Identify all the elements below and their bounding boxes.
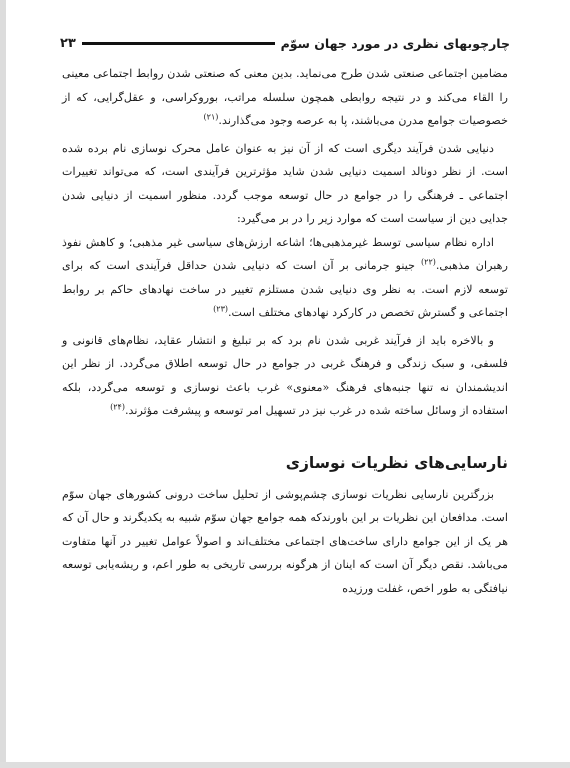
footnote-marker-21: (۲۱) [203, 112, 219, 122]
footnote-marker-24: (۲۴) [110, 402, 125, 412]
running-header [60, 32, 510, 54]
paragraph-3-text-before: اداره نظام سیاسی توسط غیرمذهبی‌ها؛ اشاعه ارزش‌های سیاسی غیر مذهبی؛ و کاهش نفوذ رهبران مذهبی. [62, 235, 508, 272]
page-number: ۲۳ [60, 35, 76, 51]
footnote-marker-22: (۲۲) [421, 257, 436, 267]
paragraph-1 [62, 62, 508, 133]
paragraph-2 [62, 137, 508, 231]
running-header-title: چارچوبهای نظری در مورد جهان سوّم [280, 35, 510, 51]
section-heading: نارسایی‌های نظریات نوسازی [285, 453, 508, 472]
section-paragraph [62, 483, 508, 601]
footnote-marker-23: (۲۳) [213, 304, 228, 314]
section-paragraph-text: بزرگترین نارسایی نظریات نوسازی چشم‌پوشی از تحلیل ساخت درونی کشورهای جهان سوّم است. مدافعان این نظریات بر این باورندکه همه جوامع جهان سوّم شبیه به یکدیگرند و حال آن که هر یک از این جوامع دارای ساخت‌های اجتماعی مختلف‌اند و اصولاً عوامل تغییر در آنها متفاوت می‌باشد. نقص دیگر آن است که اینان از هرگونه بررسی تاریخی به طور اعم، و ریشه‌یابی توسعه نیافتگی به طور اخص، غفلت ورزیده [62, 487, 508, 595]
paragraph-4 [62, 329, 508, 423]
header-rule [82, 42, 275, 45]
paragraph-1-text: مضامین اجتماعی صنعتی شدن طرح می‌نماید. بدین معنی که صنعتی شدن روابط اجتماعی معینی را القاء می‌کند و در نتیجه روابطی همچون سلسله مراتب، بوروکراسی، و عقل‌گرایی، که از خصوصیات جوامع مدرن می‌باشند، پا به عرصه وجود می‌گذارند. [62, 67, 508, 127]
paragraph-4-text: و بالاخره باید از فرآیند غربی شدن نام برد که بر تبلیغ و انتشار عقاید، نظام‌های قانونی و فلسفی، و سبک زندگی و فرهنگ غربی در جوامع در حال توسعه اطلاق می‌گردد. از نظر این اندیشمندان نه تنها جنبه‌های فرهنگ «معنوی» غرب باعث نوسازی و توسعه می‌گردد، بلکه استفاده از وسائل ساخته شده در غرب نیز در تسهیل امر توسعه و پیشرفت مؤثرند. [62, 333, 508, 417]
paragraph-3 [62, 231, 508, 325]
body-text [62, 62, 508, 600]
paragraph-3-text-after: جینو جرمانی بر آن است که دنیایی شدن حداقل فرآیندی است که برای توسعه لازم است. به نظر وی دنیایی شدن مستلزم تغییر در ساخت نهادهای حاکم بر روابط اجتماعی و گسترش تخصص در کارکرد نهادهای مختلف است. [62, 259, 508, 319]
page-left-edge [0, 0, 6, 768]
page-bottom-edge [0, 762, 570, 768]
paragraph-2-text: دنیایی شدن فرآیند دیگری است که از آن نیز به عنوان عامل محرک نوسازی نام برده شده است. از نظر دونالد اسمیت دنیایی شدن شاید مؤثرترین فرآیندی است، که می‌تواند تغییرات اجتماعی ـ فرهنگی را در جوامع در حال توسعه موجب گردد. منظور اسمیت از دنیایی شدن جدایی دین از سیاست است که موارد زیر را در بر می‌گیرد: [62, 141, 508, 225]
